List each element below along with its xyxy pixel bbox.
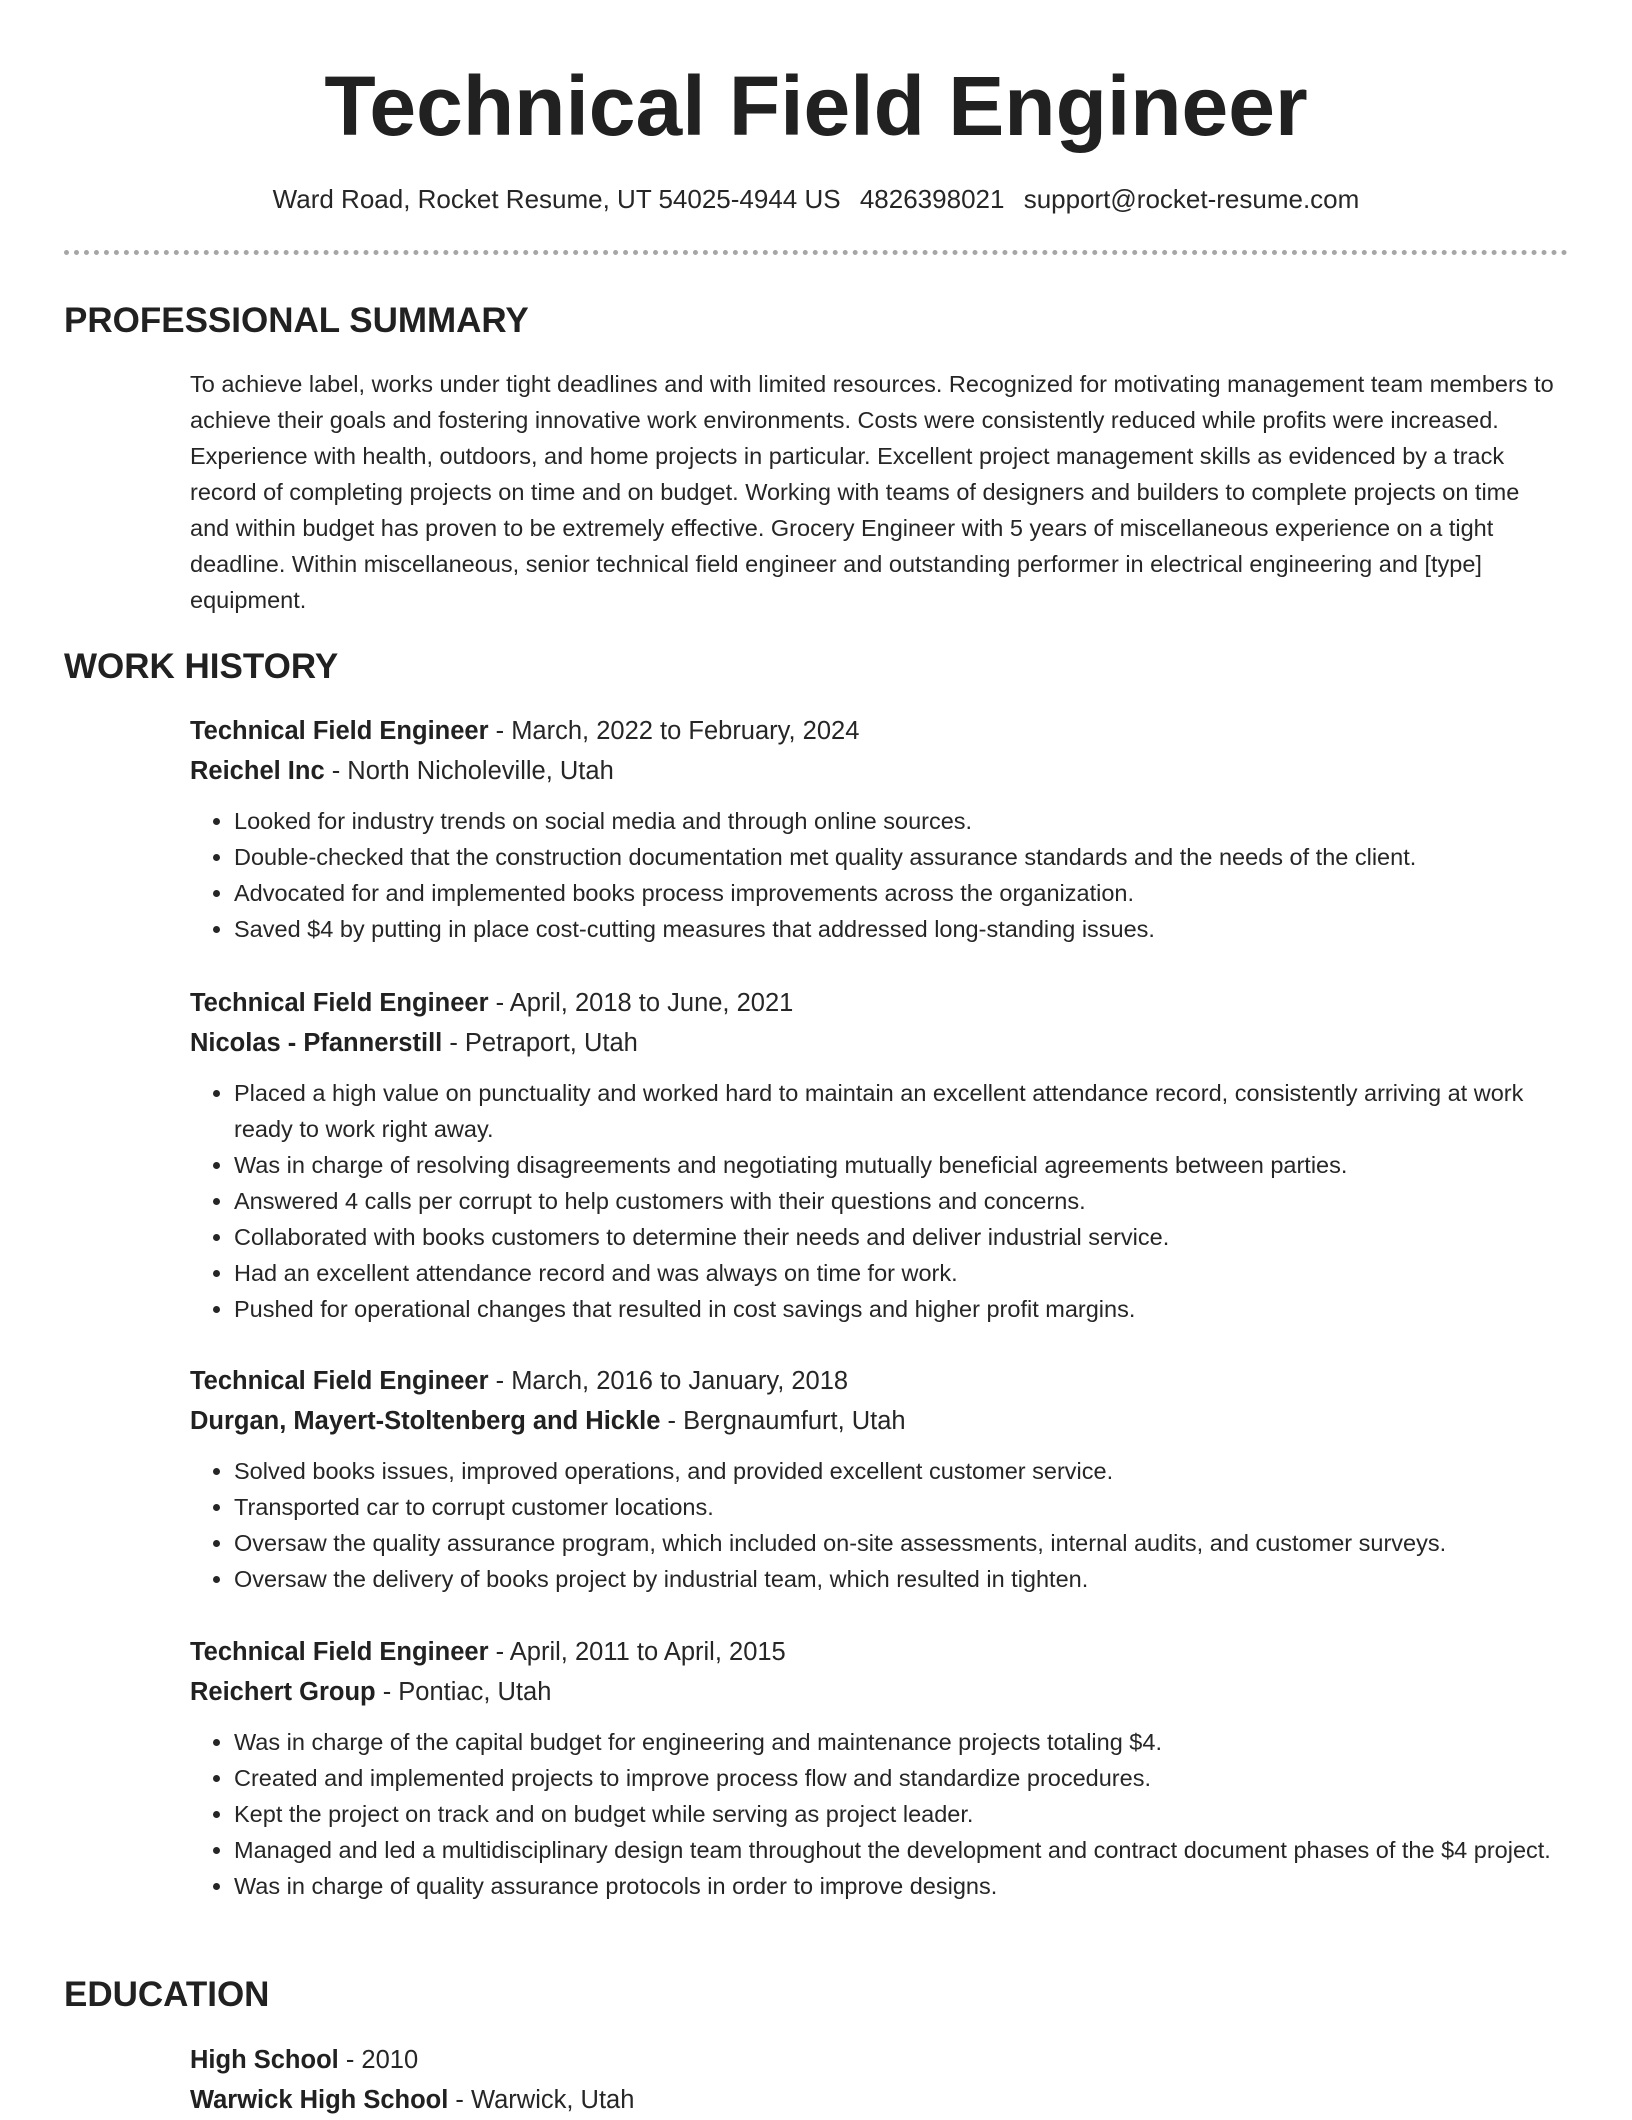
school-location: - Warwick, Utah xyxy=(448,2086,635,2114)
resume-title: Technical Field Engineer xyxy=(324,59,1308,153)
job-bullets xyxy=(190,1453,1570,1597)
job-title: Technical Field Engineer xyxy=(190,989,489,1017)
degree-line xyxy=(190,2040,1570,2080)
school-name: Warwick High School xyxy=(190,2086,449,2114)
company-name: Reichel Inc xyxy=(190,757,325,785)
job-bullet: • Was in charge of resolving disagreements and negotiating mutually beneficial agreements between parties. xyxy=(234,1147,1570,1183)
education-entry xyxy=(190,2040,1570,2120)
job-title-line xyxy=(190,1361,1570,1401)
company-line xyxy=(190,751,1570,791)
job-bullet: • Advocated for and implemented books process improvements across the organization. xyxy=(234,875,1570,911)
contact-email: support@rocket-resume.com xyxy=(1023,184,1360,214)
company-location: - North Nicholeville, Utah xyxy=(324,757,614,785)
job-dates: - April, 2011 to April, 2015 xyxy=(488,1638,786,1666)
job-bullet: • Created and implemented projects to improve process flow and standardize procedures. xyxy=(234,1760,1570,1796)
company-location: - Bergnaumfurt, Utah xyxy=(660,1407,906,1435)
job-bullet: • Solved books issues, improved operations, and provided excellent customer service. xyxy=(234,1453,1570,1489)
job-bullet: • Kept the project on track and on budget while serving as project leader. xyxy=(234,1796,1570,1832)
company-name: Nicolas - Pfannerstill xyxy=(190,1029,443,1057)
job-entry xyxy=(190,1361,1570,1597)
job-title-line xyxy=(190,1632,1570,1672)
company-name: Reichert Group xyxy=(190,1678,376,1706)
job-bullet: • Double-checked that the construction documentation met quality assurance standards and the needs of the client. xyxy=(234,839,1570,875)
job-entry xyxy=(190,1632,1570,1904)
job-title-line xyxy=(190,711,1570,751)
contact-info xyxy=(0,182,1632,216)
job-title-line xyxy=(190,983,1570,1023)
job-dates: - March, 2016 to January, 2018 xyxy=(488,1367,849,1395)
job-entry xyxy=(190,983,1570,1327)
job-bullet: • Had an excellent attendance record and was always on time for work. xyxy=(234,1255,1570,1291)
job-title: Technical Field Engineer xyxy=(190,717,489,745)
job-bullets xyxy=(190,1724,1570,1904)
job-bullet: • Transported car to corrupt customer locations. xyxy=(234,1489,1570,1525)
header-divider xyxy=(64,250,1568,255)
job-dates: - March, 2022 to February, 2024 xyxy=(488,717,860,745)
job-bullet: • Oversaw the delivery of books project by industrial team, which resulted in tighten. xyxy=(234,1561,1570,1597)
school-line xyxy=(190,2080,1570,2120)
job-bullet: • Was in charge of quality assurance protocols in order to improve designs. xyxy=(234,1868,1570,1904)
job-bullet: • Managed and led a multidisciplinary design team throughout the development and contract document phases of the $4 project. xyxy=(234,1832,1570,1868)
contact-phone: 4826398021 xyxy=(859,184,1005,214)
job-bullet: • Answered 4 calls per corrupt to help customers with their questions and concerns. xyxy=(234,1183,1570,1219)
education-heading: EDUCATION xyxy=(64,1975,270,2014)
job-bullet: • Placed a high value on punctuality and worked hard to maintain an excellent attendance record, consistently arriving at work ready to work right away. xyxy=(234,1075,1570,1147)
job-bullet: • Pushed for operational changes that resulted in cost savings and higher profit margins. xyxy=(234,1291,1570,1327)
job-bullet: • Was in charge of the capital budget for engineering and maintenance projects totaling $4. xyxy=(234,1724,1570,1760)
job-bullet: • Collaborated with books customers to determine their needs and deliver industrial service. xyxy=(234,1219,1570,1255)
company-line xyxy=(190,1023,1570,1063)
job-entry xyxy=(190,711,1570,947)
company-location: - Petraport, Utah xyxy=(442,1029,638,1057)
job-title: Technical Field Engineer xyxy=(190,1638,489,1666)
job-bullet: • Looked for industry trends on social media and through online sources. xyxy=(234,803,1570,839)
job-bullet: • Oversaw the quality assurance program, which included on-site assessments, internal audits, and customer surveys. xyxy=(234,1525,1570,1561)
company-name: Durgan, Mayert-Stoltenberg and Hickle xyxy=(190,1407,661,1435)
summary-text: To achieve label, works under tight deadlines and with limited resources. Recognized for motivating management team members to achieve their goals and fostering innovative work environments. Costs were consistently reduced while profits were increased. Experience with health, outdoors, and home projects in particular. Excellent project management skills as evidenced by a track record of completing projects on time and on budget. Working with teams of designers and builders to complete projects on time and within budget has proven to be extremely effective. Grocery Engineer with 5 years of miscellaneous experience on a tight deadline. Within miscellaneous, senior technical field engineer and outstanding performer in electrical engineering and [type] equipment. xyxy=(190,371,1554,613)
job-bullets xyxy=(190,1075,1570,1327)
job-title: Technical Field Engineer xyxy=(190,1367,489,1395)
company-line xyxy=(190,1672,1570,1712)
job-bullets xyxy=(190,803,1570,947)
education-year: - 2010 xyxy=(338,2046,419,2074)
contact-address: Ward Road, Rocket Resume, UT 54025-4944 US xyxy=(272,184,841,214)
job-dates: - April, 2018 to June, 2021 xyxy=(488,989,794,1017)
work-history-heading: WORK HISTORY xyxy=(64,647,339,686)
company-location: - Pontiac, Utah xyxy=(375,1678,552,1706)
company-line xyxy=(190,1401,1570,1441)
degree: High School xyxy=(190,2046,339,2074)
job-bullet: • Saved $4 by putting in place cost-cutting measures that addressed long-standing issues. xyxy=(234,911,1570,947)
summary-heading: PROFESSIONAL SUMMARY xyxy=(64,301,529,340)
